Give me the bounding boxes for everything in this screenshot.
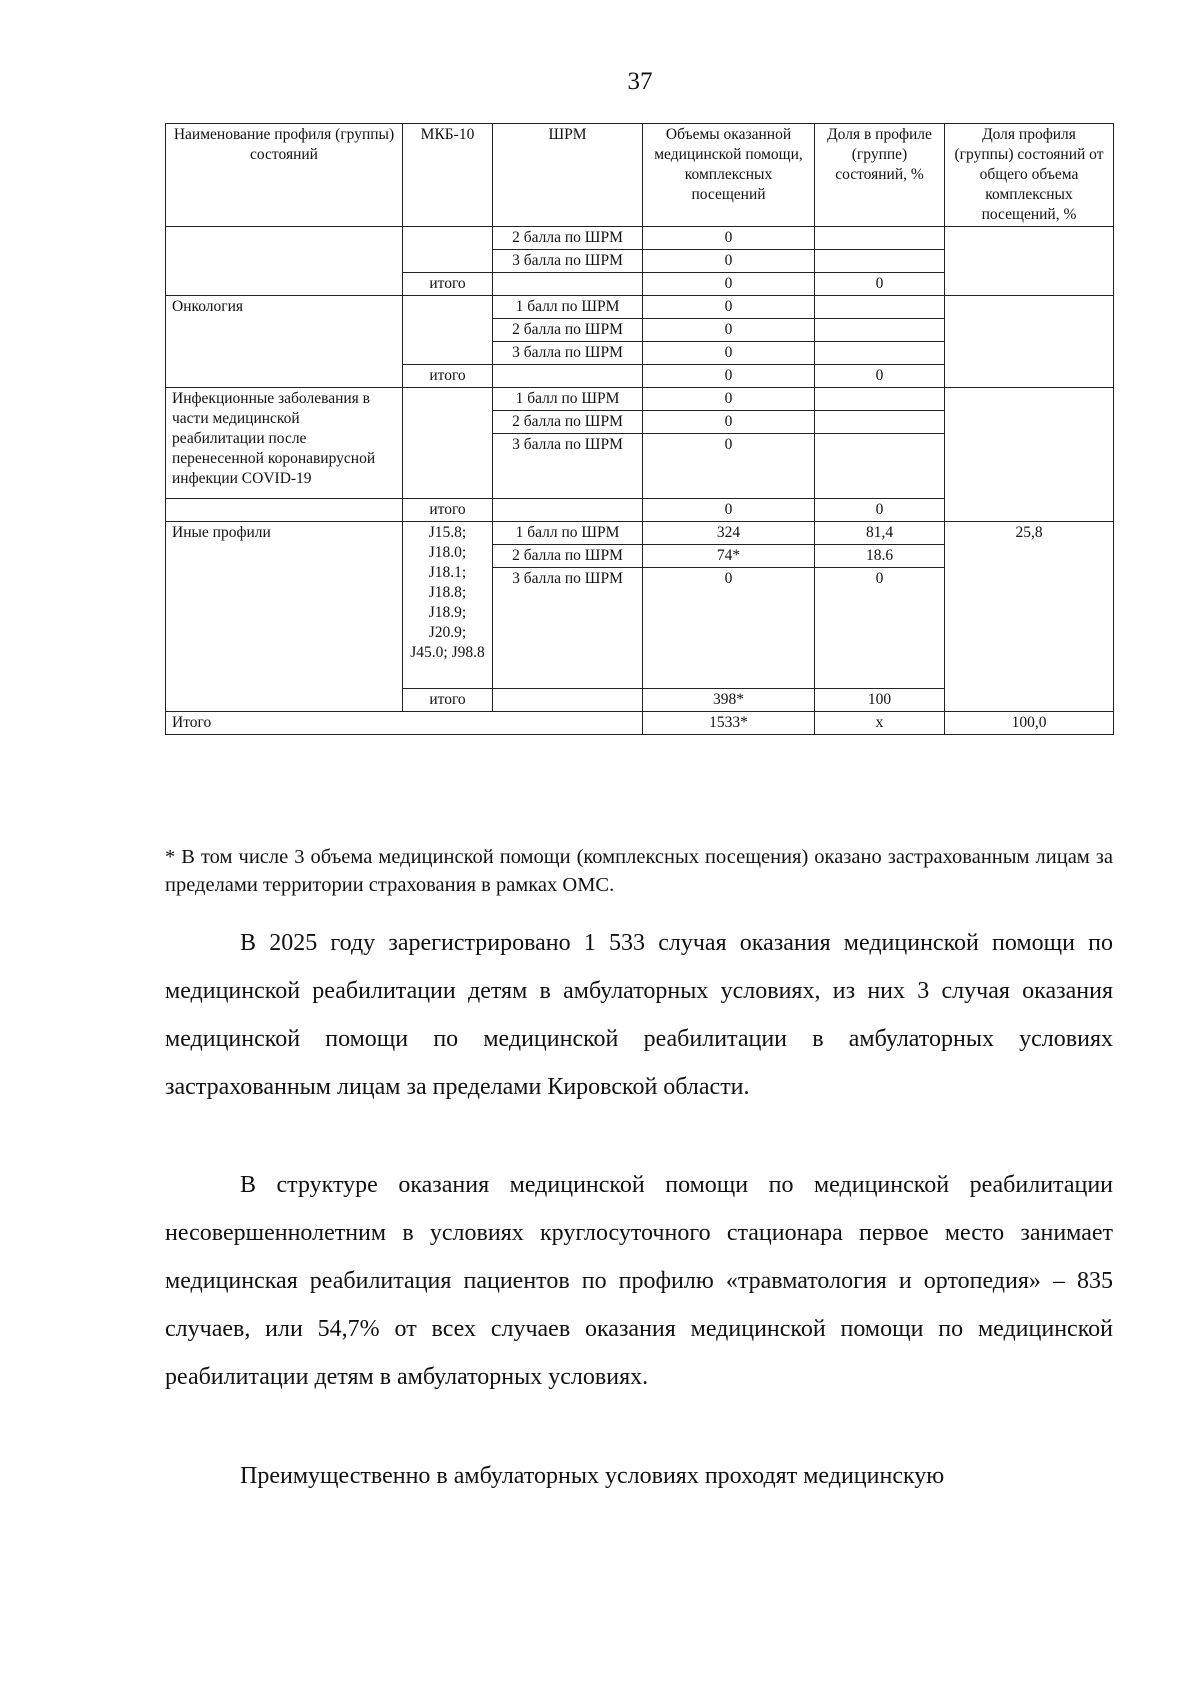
mkb-cell bbox=[403, 227, 493, 273]
mkb-cell bbox=[403, 388, 493, 499]
table-row-grand-total bbox=[166, 712, 1114, 735]
shrm-cell: 1 балл по ШРМ bbox=[493, 522, 643, 545]
share-cell: 18.6 bbox=[815, 545, 945, 568]
grand-total-label: Итого bbox=[166, 712, 643, 735]
col-header-share-profile: Доля в профиле (группе) состояний, % bbox=[815, 124, 945, 227]
group-share-cell bbox=[945, 388, 1114, 522]
share-cell: 0 bbox=[815, 499, 945, 522]
table-header-row bbox=[166, 124, 1114, 227]
col-header-mkb: МКБ-10 bbox=[403, 124, 493, 227]
paragraph-1: В 2025 году зарегистрировано 1 533 случая оказания медицинской помощи по медицинской реабилитации детям в амбулаторных условиях, из них 3 случая оказания медицинской помощи по медицинской реабилитации в амбулаторных условиях застрахованным лицам за пределами Кировской области. bbox=[165, 930, 1113, 1100]
total-label: итого bbox=[403, 689, 493, 712]
volume-cell: 0 bbox=[643, 227, 815, 250]
share-cell bbox=[815, 319, 945, 342]
col-header-share-total: Доля профиля (группы) состояний от общего объема комплексных посещений, % bbox=[945, 124, 1114, 227]
shrm-cell bbox=[493, 365, 643, 388]
paragraph-2: В структуре оказания медицинской помощи по медицинской реабилитации несовершеннолетним в условиях круглосуточного стационара первое место занимает медицинская реабилитация пациентов по профилю «травматология и ортопедия» – 835 случаев, или 54,7% от всех случаев оказания медицинской помощи по медицинской реабилитации детям в амбулаторных условиях. bbox=[165, 1172, 1113, 1390]
volume-cell: 0 bbox=[643, 273, 815, 296]
paragraph-3: Преимущественно в амбулаторных условиях проходят медицинскую bbox=[240, 1463, 945, 1489]
shrm-cell bbox=[493, 273, 643, 296]
shrm-cell: 2 балла по ШРМ bbox=[493, 227, 643, 250]
mkb-codes-cell: J15.8; J18.0; J18.1; J18.8; J18.9; J20.9; J45.0; J98.8 bbox=[403, 522, 493, 689]
volume-cell: 74* bbox=[643, 545, 815, 568]
group-share-cell: 100,0 bbox=[945, 712, 1114, 735]
shrm-cell: 3 балла по ШРМ bbox=[493, 568, 643, 689]
shrm-cell bbox=[493, 689, 643, 712]
table-footnote: * В том числе 3 объема медицинской помощи (комплексных посещения) оказано застрахованным лицам за пределами территории страхования в рамках ОМС. bbox=[165, 846, 1113, 896]
share-cell: 0 bbox=[815, 365, 945, 388]
volume-cell: 0 bbox=[643, 365, 815, 388]
share-cell bbox=[815, 296, 945, 319]
profile-cell-oncology: Онкология bbox=[166, 296, 403, 388]
shrm-cell: 1 балл по ШРМ bbox=[493, 388, 643, 411]
total-label: итого bbox=[403, 273, 493, 296]
shrm-cell: 2 балла по ШРМ bbox=[493, 545, 643, 568]
volume-cell: 0 bbox=[643, 296, 815, 319]
volume-cell: 0 bbox=[643, 568, 815, 689]
share-cell: 81,4 bbox=[815, 522, 945, 545]
volume-cell: 324 bbox=[643, 522, 815, 545]
page-number: 37 bbox=[627, 68, 653, 95]
group-share-cell bbox=[945, 227, 1114, 296]
col-header-shrm: ШРМ bbox=[493, 124, 643, 227]
share-cell bbox=[815, 227, 945, 250]
share-cell bbox=[815, 434, 945, 499]
profile-cell-infection: Инфекционные заболевания в части медицинской реабилитации после перенесенной коронавирусной инфекции COVID-19 bbox=[166, 388, 403, 499]
table-row bbox=[166, 227, 1114, 250]
share-cell: х bbox=[815, 712, 945, 735]
volume-cell: 0 bbox=[643, 434, 815, 499]
volume-cell: 0 bbox=[643, 388, 815, 411]
volume-cell: 0 bbox=[643, 250, 815, 273]
rehab-volume-table bbox=[165, 123, 1114, 735]
share-cell: 100 bbox=[815, 689, 945, 712]
shrm-cell: 1 балл по ШРМ bbox=[493, 296, 643, 319]
total-label: итого bbox=[403, 365, 493, 388]
share-cell bbox=[815, 388, 945, 411]
profile-cell bbox=[166, 227, 403, 296]
shrm-cell: 3 балла по ШРМ bbox=[493, 342, 643, 365]
shrm-cell: 2 балла по ШРМ bbox=[493, 411, 643, 434]
share-cell bbox=[815, 250, 945, 273]
share-cell bbox=[815, 411, 945, 434]
shrm-cell: 3 балла по ШРМ bbox=[493, 250, 643, 273]
shrm-cell: 3 балла по ШРМ bbox=[493, 434, 643, 499]
shrm-cell bbox=[493, 499, 643, 522]
table-row bbox=[166, 522, 1114, 545]
table-row bbox=[166, 296, 1114, 319]
col-header-volume: Объемы оказанной медицинской помощи, комплексных посещений bbox=[643, 124, 815, 227]
volume-cell: 0 bbox=[643, 499, 815, 522]
col-header-profile: Наименование профиля (группы) состояний bbox=[166, 124, 403, 227]
volume-cell: 0 bbox=[643, 319, 815, 342]
profile-cell bbox=[166, 499, 403, 522]
table-row bbox=[166, 388, 1114, 411]
share-cell bbox=[815, 342, 945, 365]
total-label: итого bbox=[403, 499, 493, 522]
volume-cell: 0 bbox=[643, 342, 815, 365]
shrm-cell: 2 балла по ШРМ bbox=[493, 319, 643, 342]
volume-cell: 0 bbox=[643, 411, 815, 434]
volume-cell: 398* bbox=[643, 689, 815, 712]
mkb-cell bbox=[403, 296, 493, 365]
profile-cell-other: Иные профили bbox=[166, 522, 403, 712]
volume-cell: 1533* bbox=[643, 712, 815, 735]
share-cell: 0 bbox=[815, 273, 945, 296]
group-share-cell bbox=[945, 296, 1114, 388]
share-cell: 0 bbox=[815, 568, 945, 689]
group-share-cell: 25,8 bbox=[945, 522, 1114, 712]
